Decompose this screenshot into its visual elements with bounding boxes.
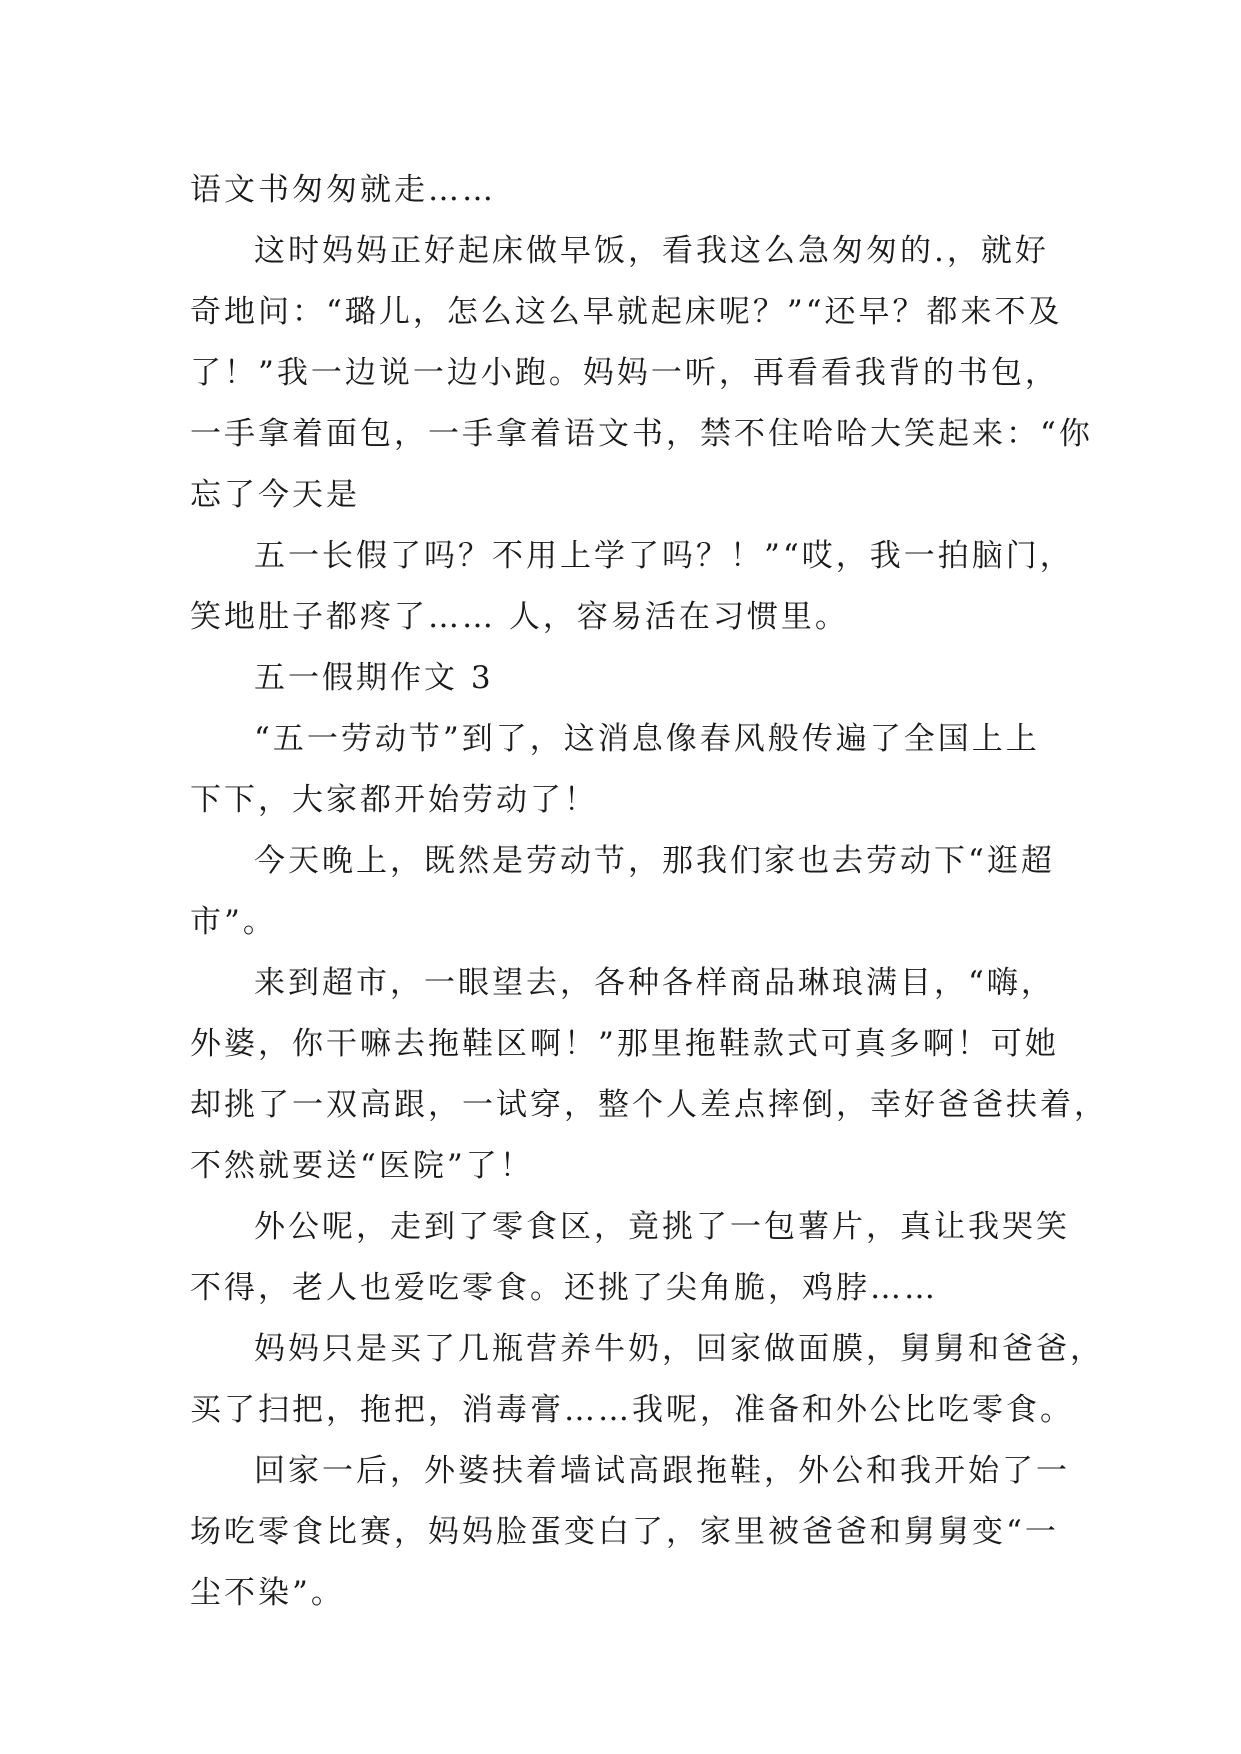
text-line: 笑地肚子都疼了…… 人，容易活在习惯里。: [190, 599, 849, 635]
text-line: 了！”我一边说一边小跑。妈妈一听，再看看我背的书包，: [190, 355, 1059, 391]
text-line: 回家一后，外婆扶着墙试高跟拖鞋，外公和我开始了一: [254, 1453, 1070, 1489]
text-line: 五一长假了吗？不用上学了吗？！”“哎，我一拍脑门，: [254, 538, 1074, 574]
text-line: 奇地问：“璐儿，怎么这么早就起床呢？”“还早？都来不及: [190, 294, 1063, 330]
document-body: [190, 160, 1108, 1624]
text-line: 却挑了一双高跟，一试穿，整个人差点摔倒，幸好爸爸扶着，: [190, 1087, 1108, 1123]
section-heading: 五一假期作文 3: [254, 660, 494, 696]
text-line: 语文书匆匆就走……: [190, 172, 496, 208]
text-line: 买了扫把，拖把，消毒膏……我呢，准备和外公比吃零食。: [190, 1392, 1074, 1428]
text-line: 不然就要送“医院”了！: [190, 1148, 534, 1184]
text-line: 尘不染”。: [190, 1575, 345, 1611]
text-line: 来到超市，一眼望去，各种各样商品琳琅满目，“嗨，: [254, 965, 1055, 1001]
text-line: 场吃零食比赛，妈妈脸蛋变白了，家里被爸爸和舅舅变“一: [190, 1514, 1059, 1550]
text-line: “五一劳动节”到了，这消息像春风般传遍了全国上上: [254, 721, 1040, 757]
text-line: 一手拿着面包，一手拿着语文书，禁不住哈哈大笑起来：“你: [190, 416, 1093, 452]
text-line: 这时妈妈正好起床做早饭，看我这么急匆匆的.，就好: [254, 233, 1049, 269]
text-line: 忘了今天是: [190, 477, 360, 513]
text-line: 外公呢，走到了零食区，竟挑了一包薯片，真让我哭笑: [254, 1209, 1070, 1245]
text-line: 今天晚上，既然是劳动节，那我们家也去劳动下“逛超: [254, 843, 1055, 879]
text-line: 妈妈只是买了几瓶营养牛奶，回家做面膜，舅舅和爸爸，: [254, 1331, 1104, 1367]
text-line: 市”。: [190, 904, 277, 940]
text-line: 下下，大家都开始劳动了！: [190, 782, 598, 818]
text-line: 外婆，你干嘛去拖鞋区啊！”那里拖鞋款式可真多啊！可她: [190, 1026, 1059, 1062]
text-line: 不得，老人也爱吃零食。还挑了尖角脆，鸡脖……: [190, 1270, 938, 1306]
